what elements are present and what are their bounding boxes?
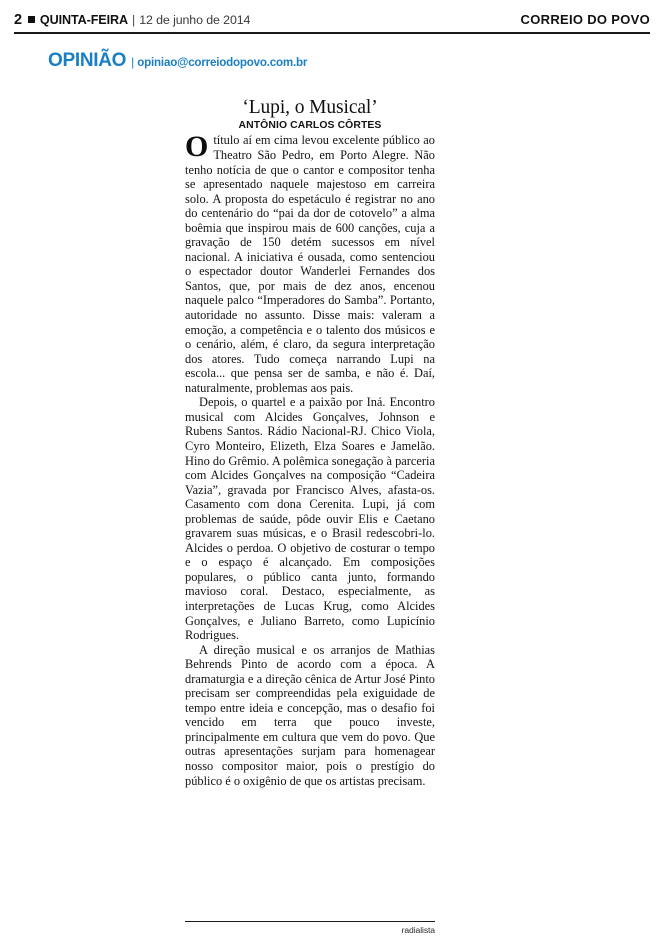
article-paragraph [185,130,435,395]
page-number: 2 [14,12,22,28]
header-weekday: QUINTA-FEIRA [39,13,128,27]
article-paragraph: Depois, o quartel e a paixão por Iná. Encontro musical com Alcides Gonçalves, Johnson e Rubens Santos. Rádio Nacional-RJ. Chico Viola, Cyro Monteiro, Elizeth, Elza Soares e Jamelão. Hino do Grêmio. A polêmica sonegação à parceria com Alcides Gonçalves na composição “Cadeira Vazia”, gravada por Francisco Alves, afasta-os. Casamento com dona Cerenita. Lupi, já com problemas de saúde, pôde ouvir Elis e Caetano gravarem suas músicas, e o Brasil redescobri-lo. Alcides o perdoa. O objetivo de costurar o tempo e o espaço é alcançado. Em composições populares, o público canta junto, formando mavioso coral. Destaco, especialmente, as interpretações de Lucas Krug, como Alcides Gonçalves, e Juliano Barreto, como Lupicínio Rodrigues. [185,395,435,643]
header-separator: | [132,13,136,27]
page-header [14,12,650,34]
header-date: 12 de junho de 2014 [139,13,251,27]
author-role-note: radialista [401,925,435,935]
article-paragraph: A direção musical e os arranjos de Mathias Behrends Pinto de acordo com a época. A dramaturgia e a direção cênica de Artur José Pinto precisam ser compreendidas pela exiguidade de tempo entre ideia e concepção, mas o desafio foi vencido em terra que pouco investe, principalmente em cultura que vem do povo. Que outras apresentações surjam para homenagear nosso compositor maior, pois o prestígio do público é o oxigênio de que os artistas precisam. [185,642,435,788]
article-paragraph-text: título aí em cima levou excelente público ao Theatro São Pedro, em Porto Alegre. Não tenho notícia de que o cantor e compositor tenha se apresentado naquele majestoso em carreira solo. A proposta do espetáculo é registrar no ano do centenário do “pai da dor de cotovelo” a alma boêmia que inspirou mais de 600 canções, cuja a gravação de 150 detém sucessos em nível nacional. A iniciativa é ousada, como sentenciou o espectador doutor Wanderlei Fernandes dos Santos, que, por mais de dez anos, encenou naquele palco “Imperadores do Samba”. Portanto, autoridade no assunto. Disse mais: valeram a emoção, a competência e o talento dos músicos e o cenário, além, é claro, da segura interpretação dos atores. Tudo começa narrando Lupi na escola... que pensa ser de samba, e não é. Daí, naturalmente, problemas aos pais. [185,133,435,395]
section-email-link[interactable]: opiniao@correiodopovo.com.br [137,56,308,69]
newspaper-masthead: CORREIO DO POVO [520,12,650,27]
article-footer [185,921,435,935]
article-body [185,130,435,788]
square-bullet-icon [28,16,35,23]
article-title: ‘Lupi, o Musical’ [242,97,378,118]
article-container [185,98,435,788]
drop-cap: O [185,130,209,164]
article-byline: ANTÔNIO CARLOS CÔRTES [238,120,382,132]
section-separator: | [131,55,135,69]
section-title: OPINIÃO [48,50,127,71]
footer-divider [185,921,435,922]
section-header [48,50,307,72]
header-left-group [14,12,250,28]
header-divider [14,32,650,34]
